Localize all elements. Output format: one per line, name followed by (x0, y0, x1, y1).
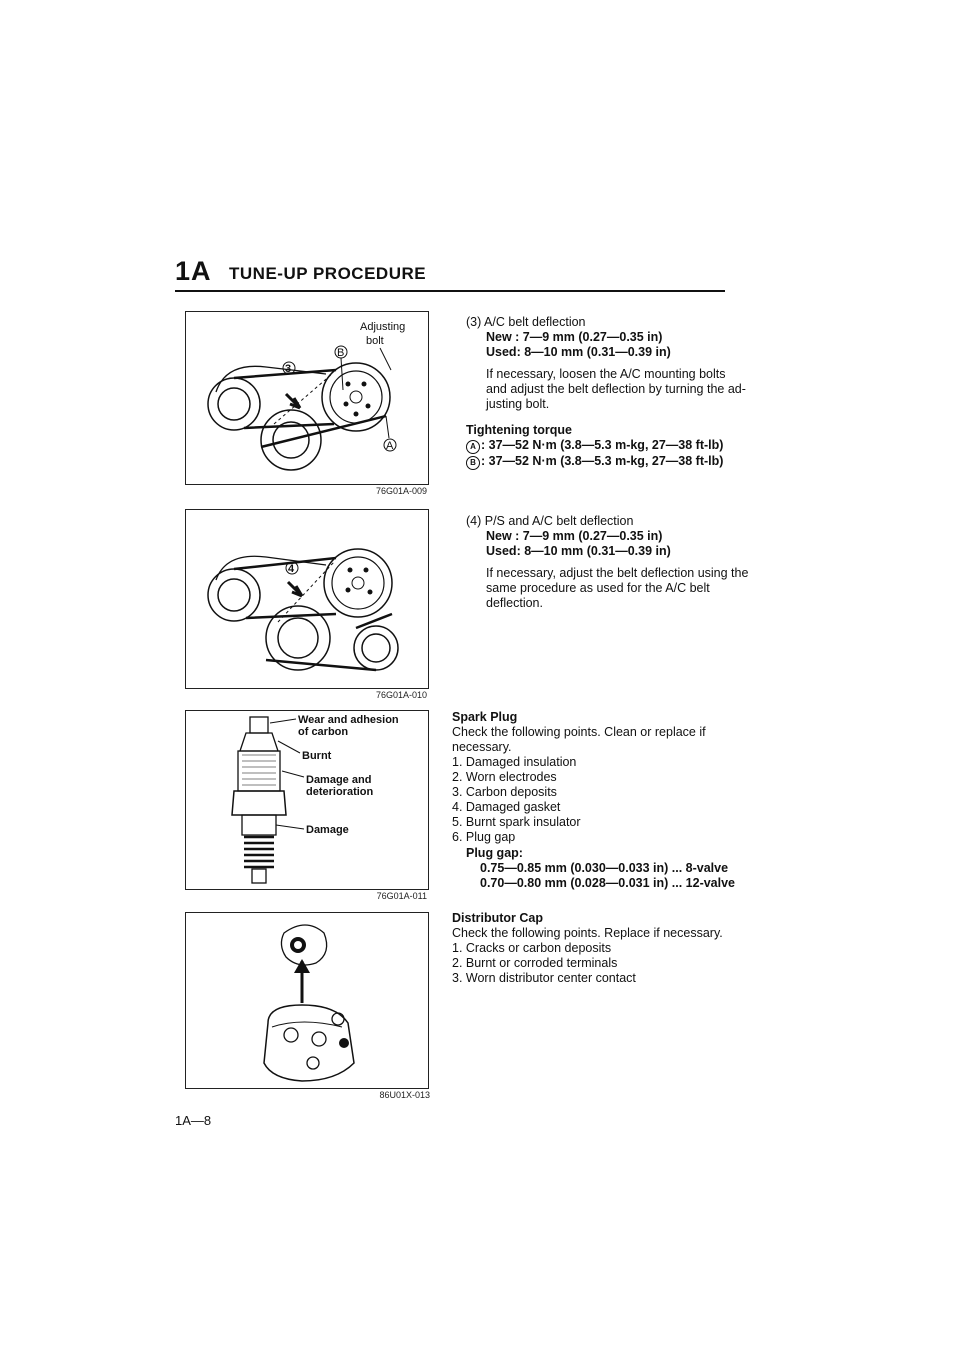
section-title: TUNE-UP PROCEDURE (229, 264, 427, 283)
callout-a: A (386, 440, 394, 452)
note-line: deflection. (486, 596, 543, 610)
callout-damage-det-2: deterioration (306, 786, 374, 798)
note-line: If necessary, adjust the belt deflection using the (486, 566, 749, 580)
torque-block (466, 423, 728, 470)
distributor-cap-illustration (186, 913, 428, 1088)
section-ps-ac-belt (466, 514, 728, 559)
callout-4: 4 (288, 563, 295, 575)
callout-burnt: Burnt (302, 750, 332, 762)
list-item: 2. Burnt or corroded terminals (452, 956, 618, 970)
figure-code: 86U01X-013 (379, 1090, 430, 1100)
figure-code: 76G01A-010 (375, 690, 427, 700)
callout-bolt: bolt (366, 335, 384, 347)
spark-intro: Check the following points. Clean or replace if (452, 725, 706, 739)
ac-belt-illustration (186, 312, 428, 484)
spec-used: Used: 8—10 mm (0.31—0.39 in) (486, 544, 671, 558)
ac-belt-note (486, 367, 746, 412)
section-spark-plug (452, 710, 728, 845)
step-title: (4) P/S and A/C belt deflection (466, 514, 634, 528)
list-item: 5. Burnt spark insulator (452, 815, 581, 829)
callout-wear-2: of carbon (298, 726, 349, 738)
spark-plug-illustration (186, 711, 428, 889)
circled-b-mark: B (466, 456, 480, 470)
list-item: 4. Damaged gasket (452, 800, 561, 814)
step-title: (3) A/C belt deflection (466, 315, 586, 329)
figure-distributor-cap (185, 912, 429, 1089)
page-header (175, 256, 725, 292)
figure-spark-plug (185, 710, 429, 890)
callout-damage: Damage (306, 824, 349, 836)
list-item: 3. Worn distributor center contact (452, 971, 636, 985)
note-line: justing bolt. (486, 397, 550, 411)
callout-b: B (337, 347, 345, 359)
distributor-title: Distributor Cap (452, 911, 543, 925)
note-line: same procedure as used for the A/C belt (486, 581, 710, 595)
callout-damage-det: Damage and (306, 774, 372, 786)
list-item: 3. Carbon deposits (452, 785, 557, 799)
spec-new: New : 7—9 mm (0.27—0.35 in) (486, 330, 663, 344)
callout-wear: Wear and adhesion (298, 714, 399, 726)
spec-new: New : 7—9 mm (0.27—0.35 in) (486, 529, 663, 543)
callout-adjusting: Adjusting (360, 321, 406, 333)
circled-a-mark: A (466, 440, 480, 454)
ps-ac-belt-note (486, 566, 749, 611)
ps-ac-belt-illustration (186, 510, 428, 688)
torque-b: B : 37—52 N·m (3.8—5.3 m-kg, 27—38 ft-lb) (466, 454, 728, 470)
section-ac-belt (466, 315, 728, 360)
list-item: 1. Cracks or carbon deposits (452, 941, 612, 955)
list-item: 1. Damaged insulation (452, 755, 577, 769)
figure-code: 76G01A-009 (375, 486, 427, 496)
spec-used: Used: 8—10 mm (0.31—0.39 in) (486, 345, 671, 359)
note-line: and adjust the belt deflection by turning the ad- (486, 382, 746, 396)
note-line: If necessary, loosen the A/C mounting bolts (486, 367, 726, 381)
list-item: 2. Worn electrodes (452, 770, 557, 784)
distributor-intro: Check the following points. Replace if necessary. (452, 926, 723, 940)
callout-3: 3 (285, 363, 292, 375)
spark-title: Spark Plug (452, 710, 518, 724)
list-item: 6. Plug gap (452, 830, 516, 844)
gap-line: 0.75—0.85 mm (0.030—0.033 in) ... 8-valve (480, 861, 729, 875)
section-distributor-cap (452, 911, 728, 986)
figure-code: 76G01A-011 (376, 891, 427, 901)
torque-a: A : 37—52 N·m (3.8—5.3 m-kg, 27—38 ft-lb) (466, 438, 728, 454)
section-number: 1A (175, 256, 212, 286)
gap-title: Plug gap: (466, 846, 523, 860)
plug-gap-spec (466, 846, 736, 891)
torque-title: Tightening torque (466, 423, 573, 437)
page-number: 1A—8 (175, 1113, 212, 1128)
gap-line: 0.70—0.80 mm (0.028—0.031 in) ... 12-valve (480, 876, 736, 890)
spark-intro: necessary. (452, 740, 512, 754)
figure-ac-belt (185, 311, 429, 485)
figure-ps-ac-belt (185, 509, 429, 689)
